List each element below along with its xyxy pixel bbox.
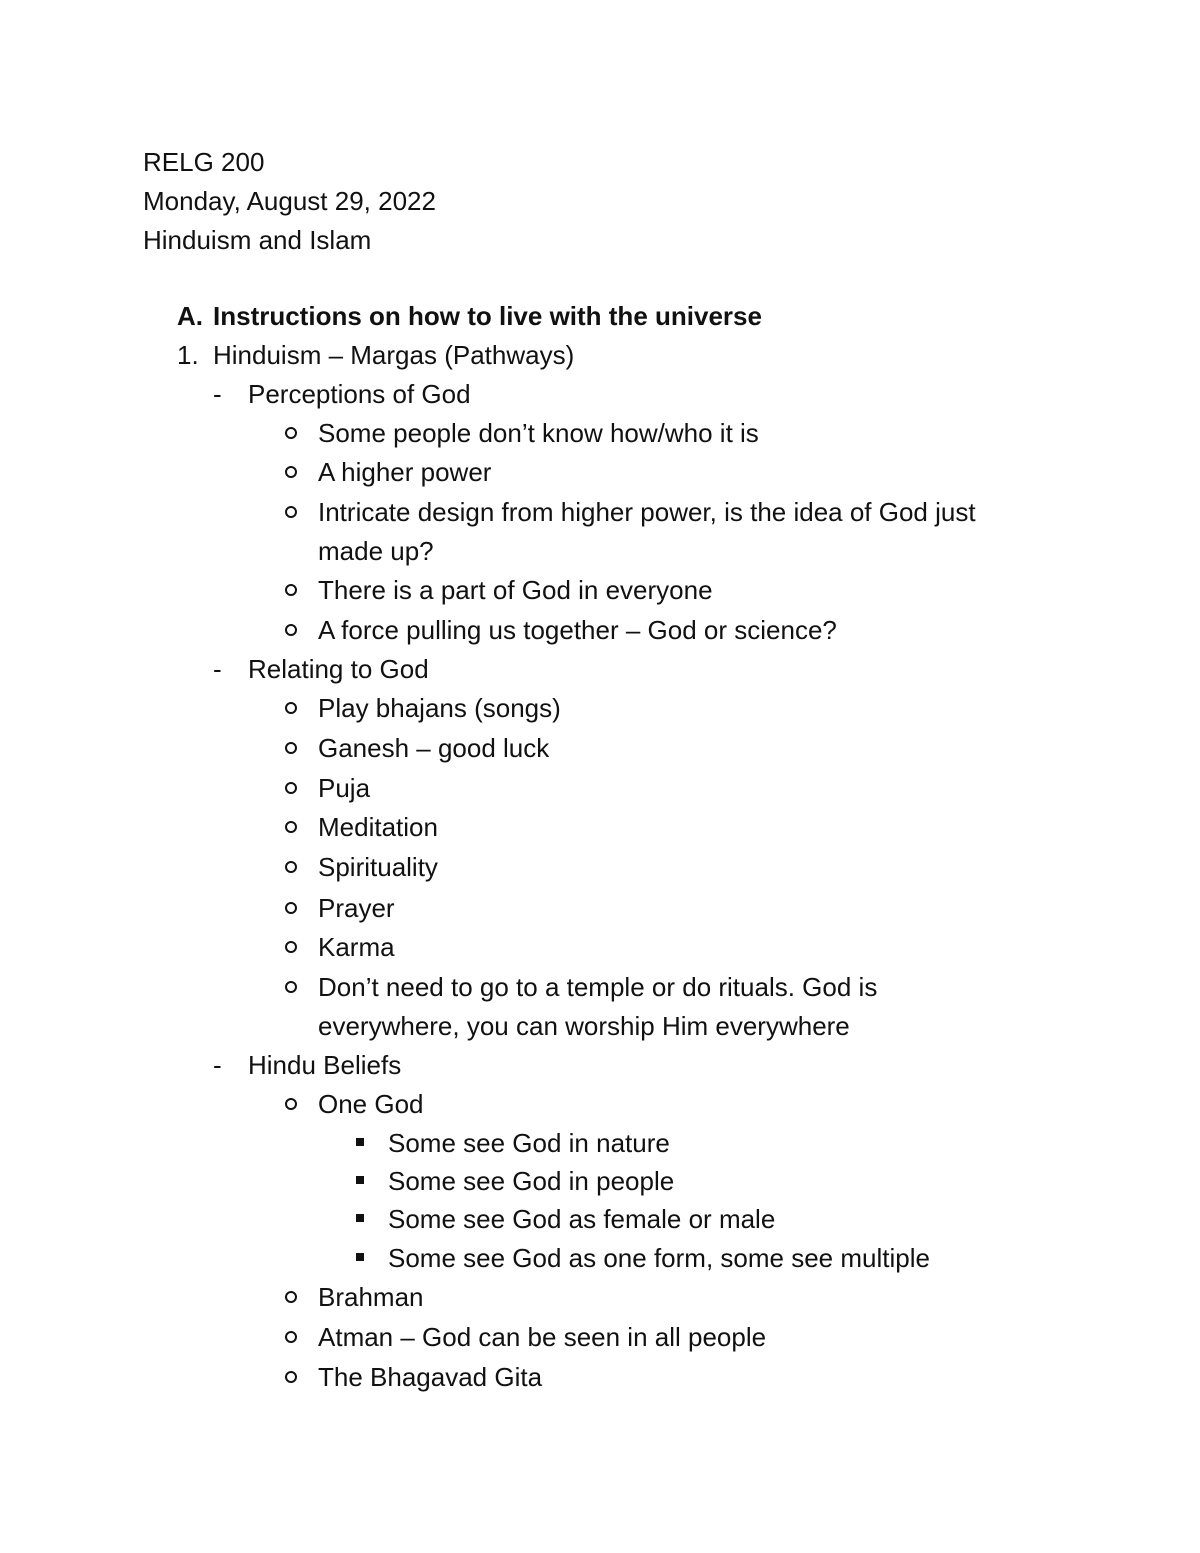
beliefs-heading: Hindu Beliefs <box>248 1050 402 1080</box>
hollow-circle-bullet-icon <box>285 466 297 478</box>
list-item: Play bhajans (songs) <box>318 693 561 723</box>
item-1-number: 1. <box>177 340 199 370</box>
hollow-circle-bullet-icon <box>285 1331 297 1343</box>
dash-marker: - <box>213 654 222 684</box>
dash-marker: - <box>213 1050 222 1080</box>
lecture-date: Monday, August 29, 2022 <box>143 186 436 216</box>
hollow-circle-bullet-icon <box>285 861 297 873</box>
sub-list-item: Some see God as one form, some see multiple <box>388 1243 930 1273</box>
hollow-circle-bullet-icon <box>285 902 297 914</box>
hollow-circle-bullet-icon <box>285 981 297 993</box>
list-item: Intricate design from higher power, is the idea of God just <box>318 497 976 527</box>
list-item: There is a part of God in everyone <box>318 575 713 605</box>
list-item: Karma <box>318 932 395 962</box>
sub-list-item: Some see God in nature <box>388 1128 670 1158</box>
sub-list-item: Some see God in people <box>388 1166 675 1196</box>
dash-marker: - <box>213 379 222 409</box>
square-bullet-icon <box>356 1214 364 1222</box>
section-a-letter: A. <box>177 301 203 331</box>
square-bullet-icon <box>356 1176 364 1184</box>
sub-list-item: Some see God as female or male <box>388 1204 776 1234</box>
hollow-circle-bullet-icon <box>285 584 297 596</box>
list-item: Brahman <box>318 1282 424 1312</box>
hollow-circle-bullet-icon <box>285 624 297 636</box>
hollow-circle-bullet-icon <box>285 1291 297 1303</box>
list-item: One God <box>318 1089 424 1119</box>
list-item-continuation: everywhere, you can worship Him everywhere <box>318 1011 850 1041</box>
list-item: Atman – God can be seen in all people <box>318 1322 767 1352</box>
list-item: Meditation <box>318 812 438 842</box>
list-item: A higher power <box>318 457 492 487</box>
hollow-circle-bullet-icon <box>285 782 297 794</box>
list-item: A force pulling us together – God or science? <box>318 615 837 645</box>
square-bullet-icon <box>356 1138 364 1146</box>
list-item: Spirituality <box>318 852 438 882</box>
relating-heading: Relating to God <box>248 654 429 684</box>
section-a-title: Instructions on how to live with the universe <box>213 301 762 331</box>
list-item-continuation: made up? <box>318 536 434 566</box>
list-item: Some people don’t know how/who it is <box>318 418 759 448</box>
hollow-circle-bullet-icon <box>285 702 297 714</box>
list-item: Prayer <box>318 893 395 923</box>
list-item: Don’t need to go to a temple or do rituals. God is <box>318 972 878 1002</box>
square-bullet-icon <box>356 1253 364 1261</box>
list-item: The Bhagavad Gita <box>318 1362 543 1392</box>
hollow-circle-bullet-icon <box>285 742 297 754</box>
hollow-circle-bullet-icon <box>285 821 297 833</box>
hollow-circle-bullet-icon <box>285 941 297 953</box>
item-1-title: Hinduism – Margas (Pathways) <box>213 340 575 370</box>
hollow-circle-bullet-icon <box>285 427 297 439</box>
perceptions-heading: Perceptions of God <box>248 379 471 409</box>
hollow-circle-bullet-icon <box>285 1371 297 1383</box>
hollow-circle-bullet-icon <box>285 506 297 518</box>
list-item: Ganesh – good luck <box>318 733 550 763</box>
list-item: Puja <box>318 773 371 803</box>
hollow-circle-bullet-icon <box>285 1098 297 1110</box>
course-code: RELG 200 <box>143 147 265 177</box>
lecture-topic: Hinduism and Islam <box>143 225 372 255</box>
